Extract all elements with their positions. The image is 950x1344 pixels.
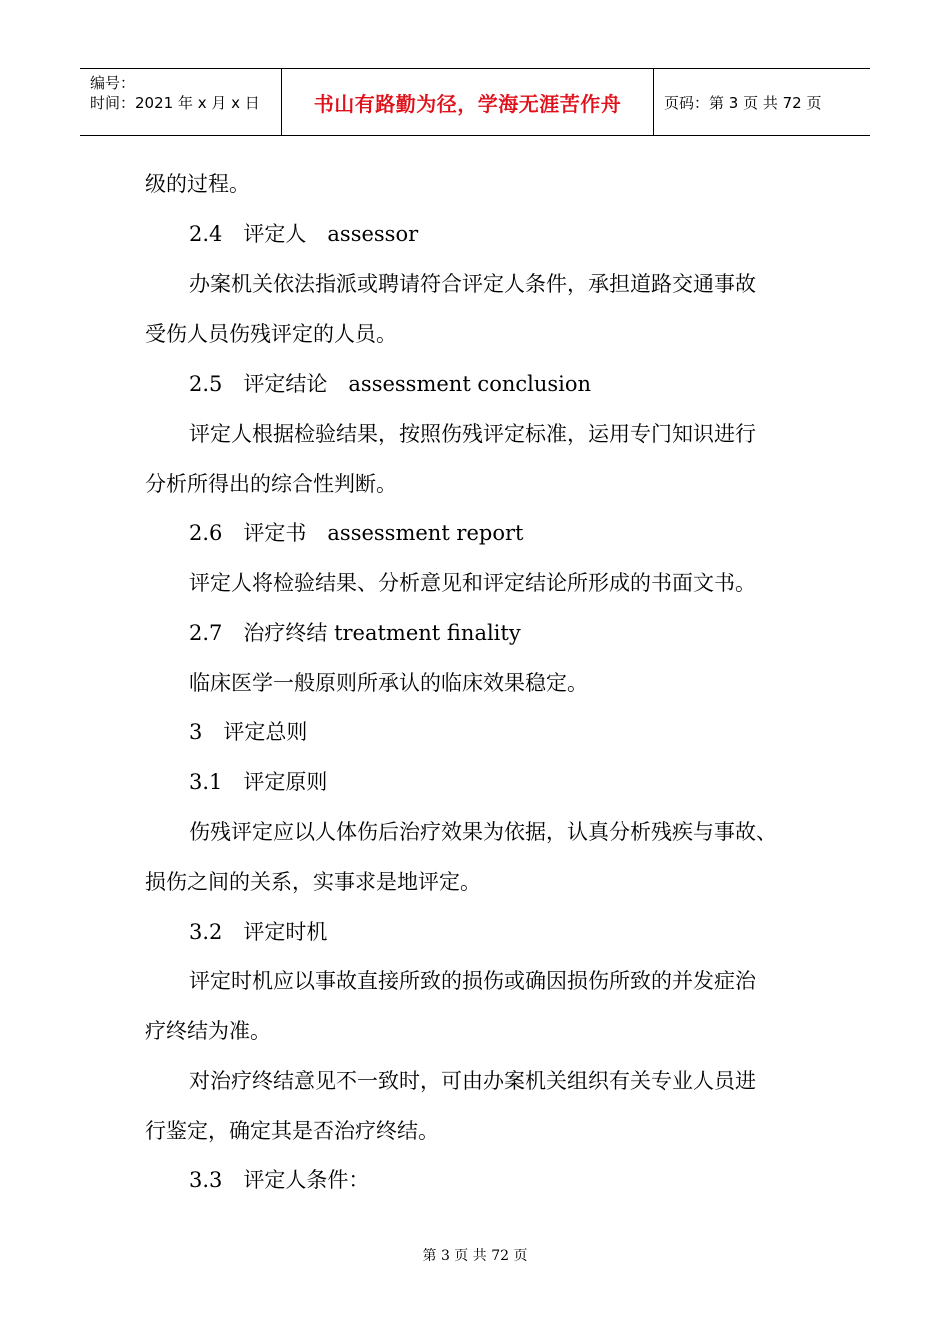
body-line: 办案机关依法指派或聘请符合评定人条件，承担道路交通事故 — [189, 272, 756, 296]
section-heading: 3.3 评定人条件： — [189, 1168, 370, 1192]
section-heading: 3 评定总则 — [189, 720, 308, 744]
body-line: 对治疗终结意见不一致时，可由办案机关组织有关专业人员进 — [189, 1069, 756, 1093]
page-header — [80, 68, 870, 136]
document-time-label: 时间：2021 年 x 月 x 日 — [90, 94, 260, 112]
body-line: 评定时机应以事故直接所致的损伤或确因损伤所致的并发症治 — [189, 969, 756, 993]
body-line: 评定人将检验结果、分析意见和评定结论所形成的书面文书。 — [189, 571, 756, 595]
page-footer: 第 3 页 共 72 页 — [422, 1248, 528, 1264]
body-line: 级的过程。 — [145, 172, 250, 196]
section-heading: 3.1 评定原则 — [189, 770, 328, 794]
section-heading: 3.2 评定时机 — [189, 920, 328, 944]
document-number-label: 编号： — [90, 74, 136, 92]
section-heading: 2.6 评定书 assessment report — [189, 521, 524, 545]
body-line: 伤残评定应以人体伤后治疗效果为依据，认真分析残疾与事故、 — [189, 820, 777, 844]
body-line: 疗终结为准。 — [145, 1019, 271, 1043]
section-heading: 2.4 评定人 assessor — [189, 222, 419, 246]
body-line: 损伤之间的关系，实事求是地评定。 — [145, 870, 481, 894]
body-line: 分析所得出的综合性判断。 — [145, 472, 397, 496]
header-motto: 书山有路勤为径，学海无涯苦作舟 — [282, 69, 654, 135]
header-left-cell — [80, 69, 282, 135]
body-line: 受伤人员伤残评定的人员。 — [145, 322, 397, 346]
section-heading: 2.7 治疗终结 treatment finality — [189, 621, 521, 645]
header-page-info: 页码：第 3 页 共 72 页 — [664, 93, 822, 112]
body-line: 评定人根据检验结果，按照伤残评定标准，运用专门知识进行 — [189, 422, 756, 446]
body-line: 临床医学一般原则所承认的临床效果稳定。 — [189, 671, 588, 695]
body-line: 行鉴定，确定其是否治疗终结。 — [145, 1119, 439, 1143]
section-heading: 2.5 评定结论 assessment conclusion — [189, 372, 592, 396]
